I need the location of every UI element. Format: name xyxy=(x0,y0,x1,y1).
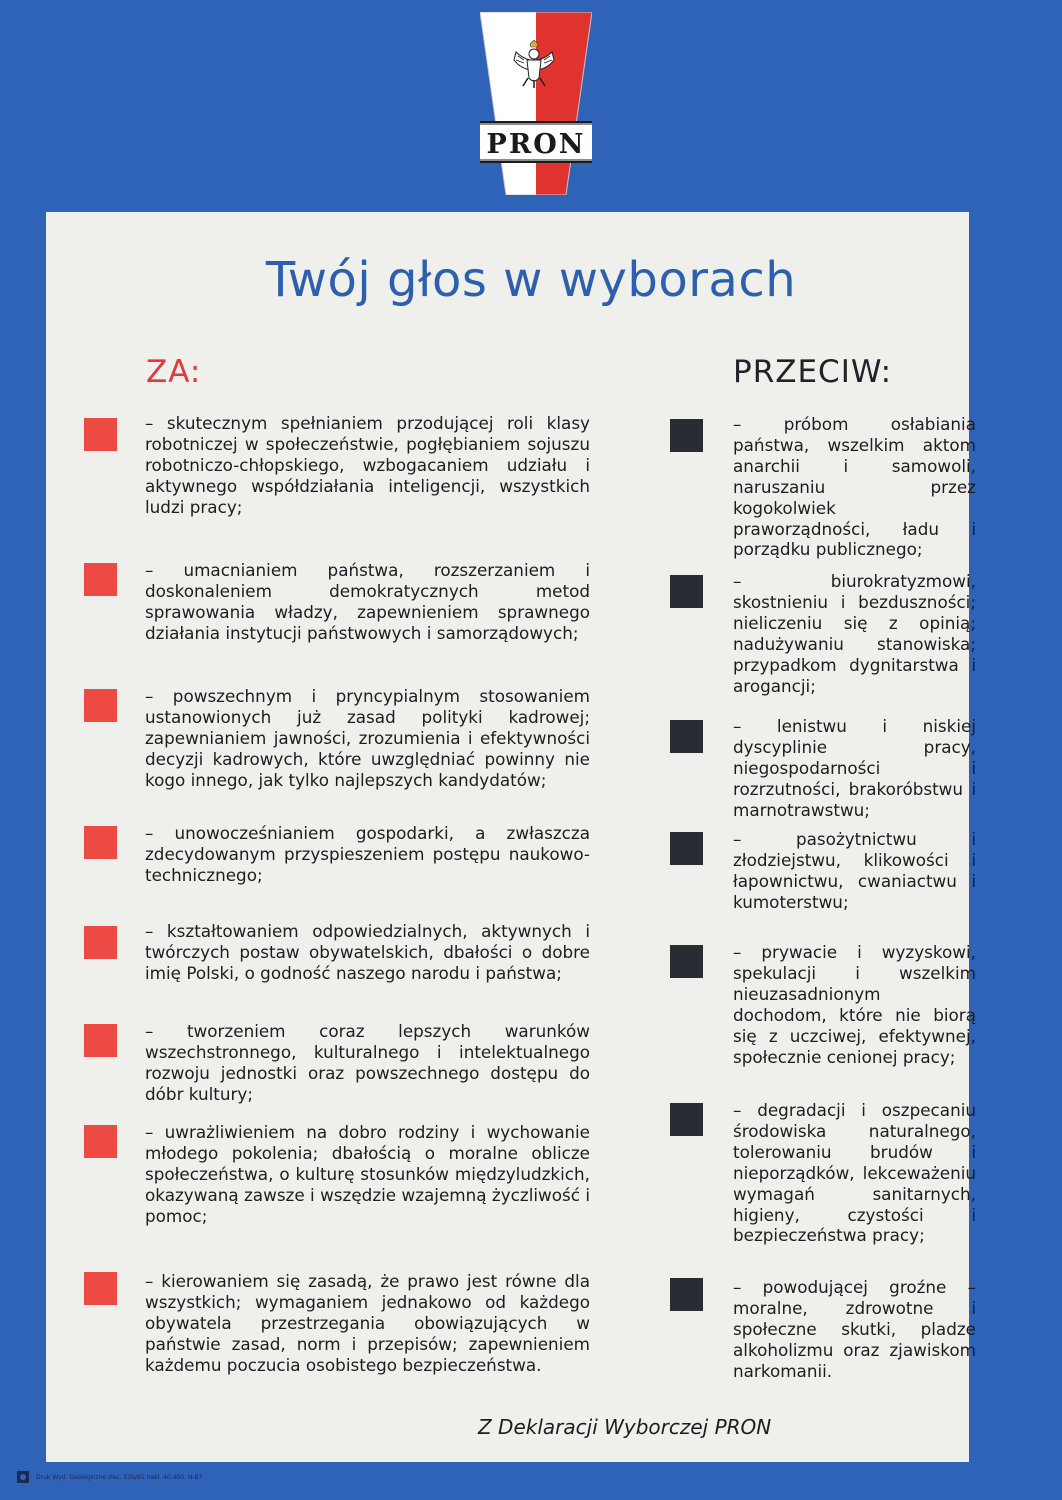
przeciw-item-text: – lenistwu i niskiej dyscyplinie pracy, niegospodarności i rozrzutności, brakoróbstwu i marnotrawstwu; xyxy=(733,716,976,820)
za-heading: ZA: xyxy=(146,354,202,390)
printer-mark-icon xyxy=(16,1470,30,1484)
red-square-icon xyxy=(84,826,117,859)
dark-square-icon xyxy=(670,945,703,978)
red-square-icon xyxy=(84,1272,117,1305)
dark-square-icon xyxy=(670,1278,703,1311)
przeciw-item-text: – biurokratyzmowi, skostnieniu i bezduszności; nieliczeniu się z opinią; nadużywaniu stanowiska; przypadkom dygnitarstwa i arogancji; xyxy=(733,571,976,696)
za-item-text: – powszechnym i pryncypialnym stosowaniem ustanowionych już zasad polityki kadrowej; zapewnianiem jawności, zrozumienia i efektywności decyzji kadrowych, które uwzględniać powinny nie kogo innego, jak tylko najlepszych kandydatów; xyxy=(145,686,590,790)
za-item-text: – kształtowaniem odpowiedzialnych, aktywnych i twórczych postaw obywatelskich, dbałości o dobre imię Polski, o godność naszego narodu i państwa; xyxy=(145,921,590,983)
red-square-icon xyxy=(84,418,117,451)
przeciw-item-text: – degradacji i oszpecaniu środowiska naturalnego, tolerowaniu brudów i nieporządków, lekceważeniu wymagań sanitarnych, higieny, czystości i bezpieczeństwa pracy; xyxy=(733,1100,976,1246)
dark-square-icon xyxy=(670,720,703,753)
page-title: Twój głos w wyborach xyxy=(265,252,797,308)
red-square-icon xyxy=(84,689,117,722)
declaration-source: Z Deklaracji Wyborczej PRON xyxy=(478,1415,772,1439)
print-note: Druk Wyd. Geologiczne zlec. 536/85 nakł. 40.400. N-87 xyxy=(36,1474,203,1481)
pron-logo xyxy=(480,12,592,195)
red-square-icon xyxy=(84,1024,117,1057)
red-square-icon xyxy=(84,926,117,959)
przeciw-item-text: – prywacie i wyzyskowi, spekulacji i wszelkim nieuzasadnionym dochodom, które nie biorą się z uczciwej, efektywnej, społecznie cenionej pracy; xyxy=(733,942,976,1067)
przeciw-item-text: – próbom osłabiania państwa, wszelkim aktom anarchii i samowoli, naruszaniu przez kogokolwiek praworządności, ładu i porządku publicznego; xyxy=(733,414,976,560)
red-square-icon xyxy=(84,1125,117,1158)
przeciw-heading: PRZECIW: xyxy=(733,354,893,390)
przeciw-item-text: – powodującej groźne – moralne, zdrowotne i społeczne skutki, pladze alkoholizmu oraz zjawiskom narkomanii. xyxy=(733,1277,976,1381)
za-item-text: – kierowaniem się zasadą, że prawo jest równe dla wszystkich; wymaganiem jednakowo od każdego obywatela przestrzegania obowiązujących w państwie zasad, norm i przepisów; zapewnieniem każdemu poczucia osobistego bezpieczeństwa. xyxy=(145,1271,590,1375)
za-item-text: – skutecznym spełnianiem przodującej roli klasy robotniczej w społeczeństwie, pogłębianiem sojuszu robotniczo-chłopskiego, wzbogacaniem udziału i aktywnego współdziałania inteligencji, wszystkich ludzi pracy; xyxy=(145,413,590,517)
za-item-text: – uwrażliwieniem na dobro rodziny i wychowanie młodego pokolenia; dbałością o moralne oblicze społeczeństwa, o kulturę stosunków międzyludzkich, okazywaną zawsze i wszędzie wzajemną życzliwość i pomoc; xyxy=(145,1122,590,1226)
dark-square-icon xyxy=(670,575,703,608)
red-square-icon xyxy=(84,563,117,596)
dark-square-icon xyxy=(670,1103,703,1136)
za-item-text: – umacnianiem państwa, rozszerzaniem i doskonaleniem demokratycznych metod sprawowania władzy, zapewnieniem sprawnego działania instytucji państwowych i samorządowych; xyxy=(145,560,590,643)
przeciw-item-text: – pasożytnictwu i złodziejstwu, klikowości i łapownictwu, cwaniactwu i kumoterstwu; xyxy=(733,829,976,912)
dark-square-icon xyxy=(670,832,703,865)
pron-logo-text: PRON xyxy=(486,129,586,160)
za-item-text: – unowocześnianiem gospodarki, a zwłaszcza zdecydowanym przyspieszeniem postępu naukowo-technicznego; xyxy=(145,823,590,885)
dark-square-icon xyxy=(670,419,703,452)
za-item-text: – tworzeniem coraz lepszych warunków wszechstronnego, kulturalnego i intelektualnego rozwoju jednostki oraz powszechnego dostępu do dóbr kultury; xyxy=(145,1021,590,1104)
